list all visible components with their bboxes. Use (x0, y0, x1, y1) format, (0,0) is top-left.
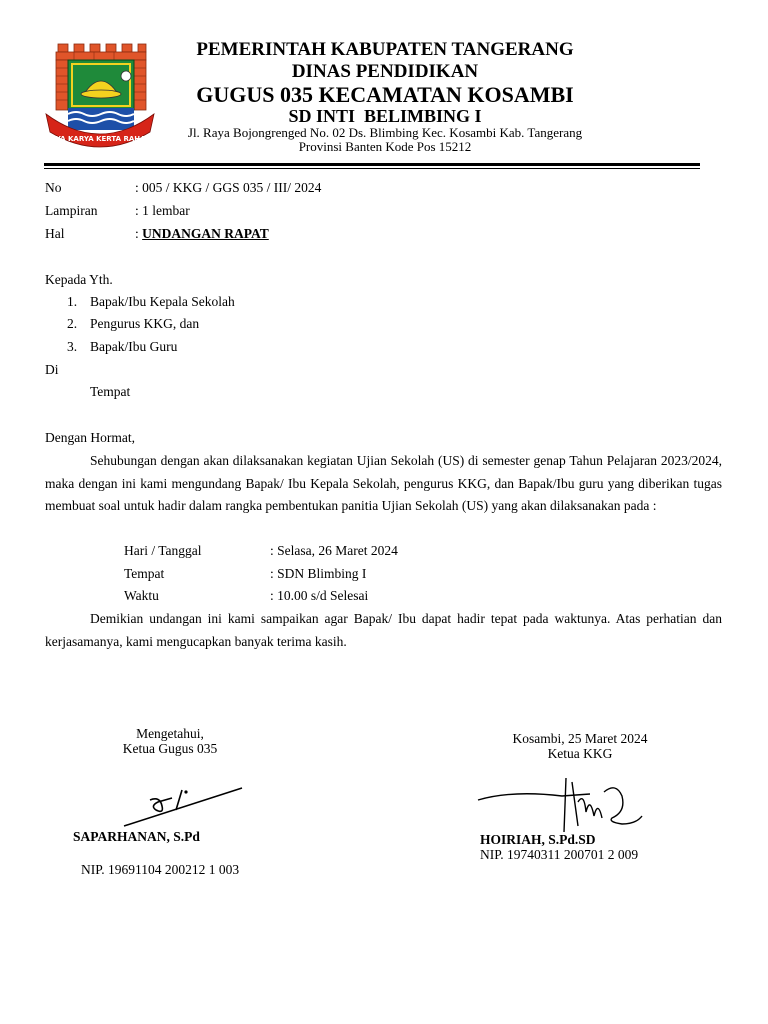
left-sign-title: Ketua Gugus 035 (122, 741, 218, 756)
left-signer-nip: NIP. 19691104 200212 1 003 (81, 862, 240, 877)
recipient-num: 1. (67, 294, 78, 309)
letterhead-address: Jl. Raya Bojongrenged No. 02 Ds. Blimbing Kec. Kosambi Kab. Tangerang (187, 125, 583, 140)
right-signer-nip: NIP. 19740311 200701 2 009 (480, 847, 639, 862)
recipient-item: Bapak/Ibu Guru (90, 339, 178, 354)
detail-value: : Selasa, 26 Maret 2024 (270, 543, 398, 558)
detail-value: : 10.00 s/d Selesai (270, 588, 369, 603)
letterhead-divider-thick (44, 163, 700, 166)
recipient-num: 3. (67, 339, 78, 354)
recipient-item: Pengurus KKG, dan (90, 316, 200, 331)
letterhead-school: SD INTI BELIMBING I (288, 106, 482, 126)
meta-hal-colon: : (135, 226, 143, 241)
letterhead-government: PEMERINTAH KABUPATEN TANGERANG (196, 39, 574, 60)
meta-hal-value: UNDANGAN RAPAT (142, 226, 269, 241)
detail-label: Hari / Tanggal (124, 543, 202, 558)
detail-label: Tempat (124, 566, 165, 581)
left-signer-name: SAPARHANAN, S.Pd (73, 829, 200, 844)
recipient-item: Bapak/Ibu Kepala Sekolah (90, 294, 235, 309)
detail-label: Waktu (124, 588, 159, 603)
letterhead-agency: DINAS PENDIDIKAN (291, 61, 479, 82)
left-sign-caption: Mengetahui, (136, 726, 204, 741)
meta-lampiran-label: Lampiran (45, 203, 98, 218)
body-paragraph-invitation (45, 450, 722, 518)
right-sign-title: Ketua KKG (547, 746, 613, 761)
letterhead-cluster: GUGUS 035 KECAMATAN KOSAMBI (196, 82, 574, 107)
recipient-place: Tempat (90, 384, 131, 399)
recipient-greeting: Kepada Yth. (45, 272, 113, 287)
recipient-di: Di (45, 362, 59, 377)
logo-motto: SATYA KARYA KERTA RAHARJA (44, 135, 156, 143)
body-paragraph-closing (45, 608, 722, 653)
letterhead-divider-thin (44, 168, 700, 169)
body-paragraph-closing-text: Demikian undangan ini kami sampaikan agar Bapak/ Ibu dapat hadir tepat pada waktunya. Atas perhatian dan kerjasamanya, kami mengucapkan banyak terima kasih. (45, 611, 722, 649)
right-signer-name: HOIRIAH, S.Pd.SD (480, 832, 596, 847)
meta-hal (135, 226, 269, 242)
salutation: Dengan Hormat, (45, 430, 135, 445)
regency-logo (44, 42, 156, 154)
meta-hal-label: Hal (45, 226, 65, 241)
body-paragraph-invitation-text: Sehubungan dengan akan dilaksanakan kegiatan Ujian Sekolah (US) di semester genap Tahun Pelajaran 2023/2024, maka dengan ini kami mengundang Bapak/ Ibu Kepala Sekolah, pengurus KKG, dan Bapak/Ibu guru yang diberikan tugas membuat soal untuk hadir dalam rangka pembentukan panitia Ujian Sekolah (US) yang akan dilaksanakan pada : (45, 453, 722, 514)
meta-lampiran-value: : 1 lembar (135, 203, 190, 218)
recipient-num: 2. (67, 316, 78, 331)
right-sign-date: Kosambi, 25 Maret 2024 (512, 731, 648, 746)
letterhead-address-province: Provinsi Banten Kode Pos 15212 (298, 139, 472, 154)
detail-value: : SDN Blimbing I (270, 566, 367, 581)
meta-no-label: No (45, 180, 62, 195)
meta-no-value: : 005 / KKG / GGS 035 / III/ 2024 (135, 180, 322, 195)
